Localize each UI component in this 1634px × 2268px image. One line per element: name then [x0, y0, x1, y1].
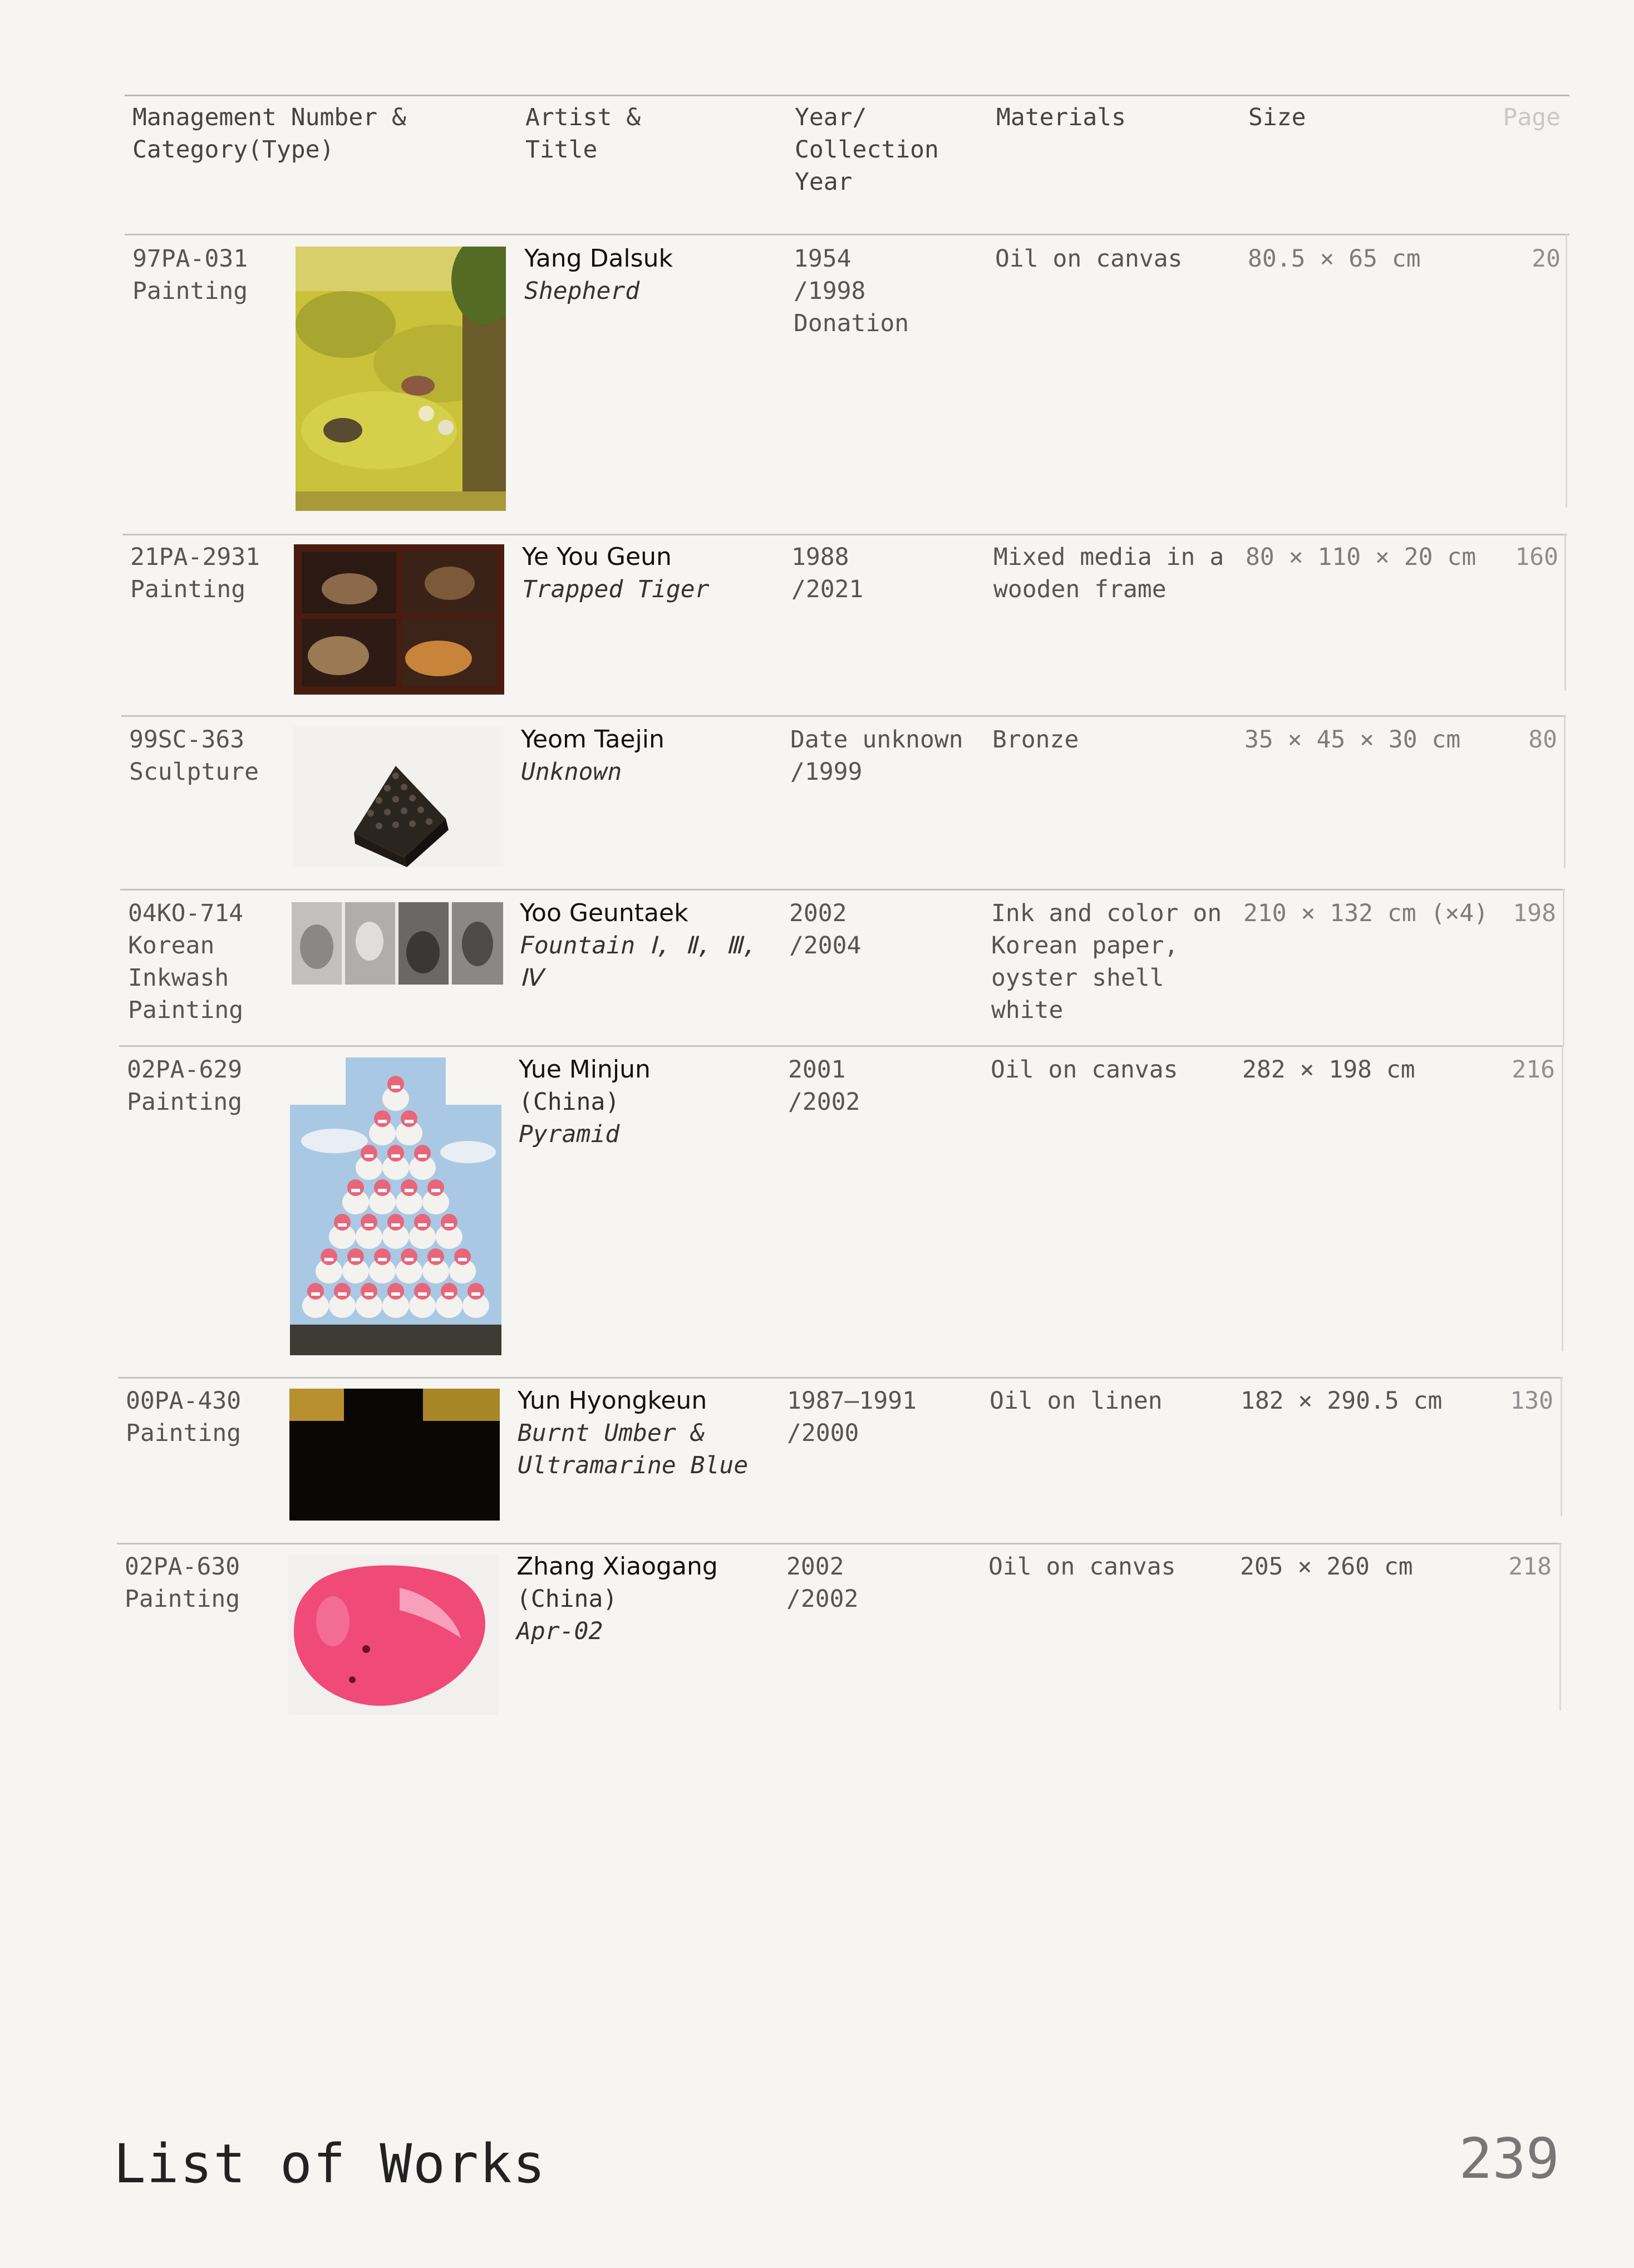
size: 80.5 × 65 cm [1248, 245, 1421, 273]
row-rule [120, 889, 1565, 891]
figure-grin [338, 1292, 347, 1296]
size: 182 × 290.5 cm [1241, 1387, 1443, 1415]
artwork-thumbnail [296, 247, 506, 511]
figure-head [427, 1248, 444, 1265]
figure-grin [311, 1292, 320, 1296]
figure-head [387, 1283, 404, 1300]
management-number: 99SC-363 Sculpture [129, 726, 259, 786]
figure-head [427, 1179, 444, 1196]
size: 35 × 45 × 30 cm [1244, 726, 1461, 754]
page-number: 160 [1515, 543, 1558, 571]
trapped-tiger-image [294, 544, 504, 695]
figure-grin [391, 1223, 400, 1227]
row-rule [121, 715, 1566, 717]
figure-head [401, 1110, 417, 1127]
management-number: 21PA-2931 Painting [130, 543, 260, 603]
row-edge [1564, 534, 1566, 691]
figure-grin [445, 1223, 454, 1227]
figure-grin [365, 1292, 373, 1296]
artwork-thumbnail [290, 1057, 501, 1355]
figure-grin [431, 1258, 440, 1261]
bronze-sculpture-image [293, 727, 503, 867]
size: 210 × 132 cm (×4) [1243, 899, 1489, 927]
management-number: 02PA-630 Painting [125, 1553, 240, 1613]
figure-head [387, 1214, 404, 1231]
figure-head [454, 1248, 471, 1265]
figure-head [414, 1145, 431, 1162]
figure-grin [324, 1258, 333, 1261]
figure-grin [351, 1189, 360, 1192]
row-edge [1562, 1045, 1563, 1351]
figure-grin [365, 1154, 373, 1158]
figure-head [374, 1248, 391, 1265]
row-rule [122, 534, 1567, 535]
header-artist: Artist & Title [525, 104, 641, 164]
page-number: 20 [1532, 245, 1561, 273]
year-collection: 2001 /2002 [788, 1056, 860, 1116]
materials: Ink and color on Korean paper, oyster shell white [991, 899, 1222, 1024]
figure-grin [458, 1258, 467, 1261]
figure-head [307, 1283, 324, 1300]
pyramid-painting-image [290, 1057, 501, 1355]
figure-grin [431, 1189, 440, 1192]
figure-grin [418, 1292, 427, 1296]
figure-head [321, 1248, 337, 1265]
row-edge [1566, 234, 1567, 508]
figure-grin [391, 1154, 400, 1158]
size: 205 × 260 cm [1240, 1553, 1413, 1581]
materials: Oil on canvas [995, 245, 1183, 273]
artwork-thumbnail [293, 727, 503, 867]
figure-head [387, 1145, 404, 1162]
figure-grin [418, 1223, 427, 1227]
artist-title: Yang Dalsuk Shepherd [524, 244, 673, 305]
year-collection: Date unknown /1999 [790, 726, 963, 786]
page-number: 218 [1508, 1553, 1552, 1581]
figure-grin [351, 1258, 360, 1261]
header-management: Management Number & Category(Type) [132, 104, 406, 164]
section-title: List of Works [114, 2133, 547, 2195]
page-number: 130 [1510, 1387, 1553, 1415]
figure-grin [378, 1189, 387, 1192]
figure-grin [405, 1120, 414, 1123]
figure-head [414, 1214, 431, 1231]
artist-title: Zhang Xiaogang (China) Apr-02 [516, 1552, 718, 1645]
artist-title: Yun Hyongkeun Burnt Umber & Ultramarine Blue [518, 1386, 749, 1479]
figure-grin [445, 1292, 454, 1296]
figure-head [347, 1179, 364, 1196]
year-collection: 2002 /2004 [789, 899, 862, 960]
artwork-thumbnail [288, 1554, 499, 1715]
row-rule [117, 1543, 1562, 1544]
figure-head [387, 1076, 404, 1093]
figure-grin [338, 1223, 347, 1227]
figure-head [361, 1283, 377, 1300]
figure-grin [378, 1258, 387, 1261]
figure-grin [391, 1292, 400, 1296]
figure-grin [378, 1120, 387, 1123]
year-collection: 1988 /2021 [791, 543, 864, 603]
figure-head [361, 1214, 377, 1231]
artwork-thumbnail [289, 1389, 500, 1521]
size: 80 × 110 × 20 cm [1246, 543, 1476, 571]
row-edge [1559, 1543, 1561, 1711]
page-number: 216 [1512, 1056, 1555, 1084]
figure-grin [471, 1292, 480, 1296]
page-number: 198 [1513, 899, 1556, 927]
figure-head [401, 1248, 417, 1265]
figure-head [401, 1179, 417, 1196]
pink-head-image [288, 1554, 499, 1715]
figure-head [414, 1283, 431, 1300]
artist-title: Yoo Geuntaek Fountain Ⅰ, Ⅱ, Ⅲ, Ⅳ [520, 899, 757, 992]
figure-grin [405, 1189, 414, 1192]
figure-head [361, 1145, 377, 1162]
management-number: 97PA-031 Painting [132, 245, 248, 305]
figure-head [467, 1283, 484, 1300]
figure-head [441, 1214, 457, 1231]
page-folio: 239 [1459, 2126, 1559, 2191]
figure-grin [391, 1085, 400, 1089]
figure-grin [365, 1223, 373, 1227]
materials: Bronze [992, 726, 1079, 754]
materials: Oil on linen [990, 1387, 1163, 1415]
header-size: Size [1248, 104, 1306, 131]
materials: Mixed media in a wooden frame [993, 543, 1224, 603]
management-number: 04KO-714 Korean Inkwash Painting [128, 899, 244, 1024]
management-number: 00PA-430 Painting [126, 1387, 242, 1447]
year-collection: 1954 /1998 Donation [794, 245, 909, 337]
shepherd-painting-image [296, 247, 506, 511]
figure-head [334, 1214, 351, 1231]
page-number: 80 [1528, 726, 1557, 754]
header-materials: Materials [996, 104, 1126, 131]
row-edge [1563, 889, 1564, 1046]
figure-head [441, 1283, 457, 1300]
year-collection: 1987–1991 /2000 [787, 1387, 917, 1447]
header-year: Year/ Collection Year [795, 104, 939, 196]
row-rule [118, 1377, 1563, 1379]
management-number: 02PA-629 Painting [127, 1056, 243, 1116]
artist-title: Yeom Taejin Unknown [521, 725, 665, 786]
year-collection: 2002 /2002 [786, 1553, 859, 1613]
materials: Oil on canvas [988, 1553, 1176, 1581]
fountain-panels-image [292, 902, 503, 985]
figure-head [347, 1248, 364, 1265]
materials: Oil on canvas [991, 1056, 1178, 1084]
row-rule [125, 234, 1569, 235]
row-edge [1561, 1377, 1562, 1516]
header-page: Page [1503, 104, 1561, 131]
header-top-rule [125, 95, 1569, 96]
artist-title: Ye You Geun Trapped Tiger [522, 543, 710, 603]
figure-head [374, 1179, 391, 1196]
artwork-thumbnail [294, 544, 504, 695]
artist-title: Yue Minjun (China) Pyramid [519, 1055, 651, 1148]
figure-head [374, 1110, 391, 1127]
figure-head [334, 1283, 351, 1300]
row-rule [119, 1045, 1564, 1047]
row-edge [1564, 715, 1566, 868]
figure-grin [418, 1154, 427, 1158]
burnt-umber-painting-image [289, 1389, 500, 1521]
figure-grin [405, 1258, 414, 1261]
size: 282 × 198 cm [1242, 1056, 1415, 1084]
artwork-thumbnail [292, 902, 503, 985]
